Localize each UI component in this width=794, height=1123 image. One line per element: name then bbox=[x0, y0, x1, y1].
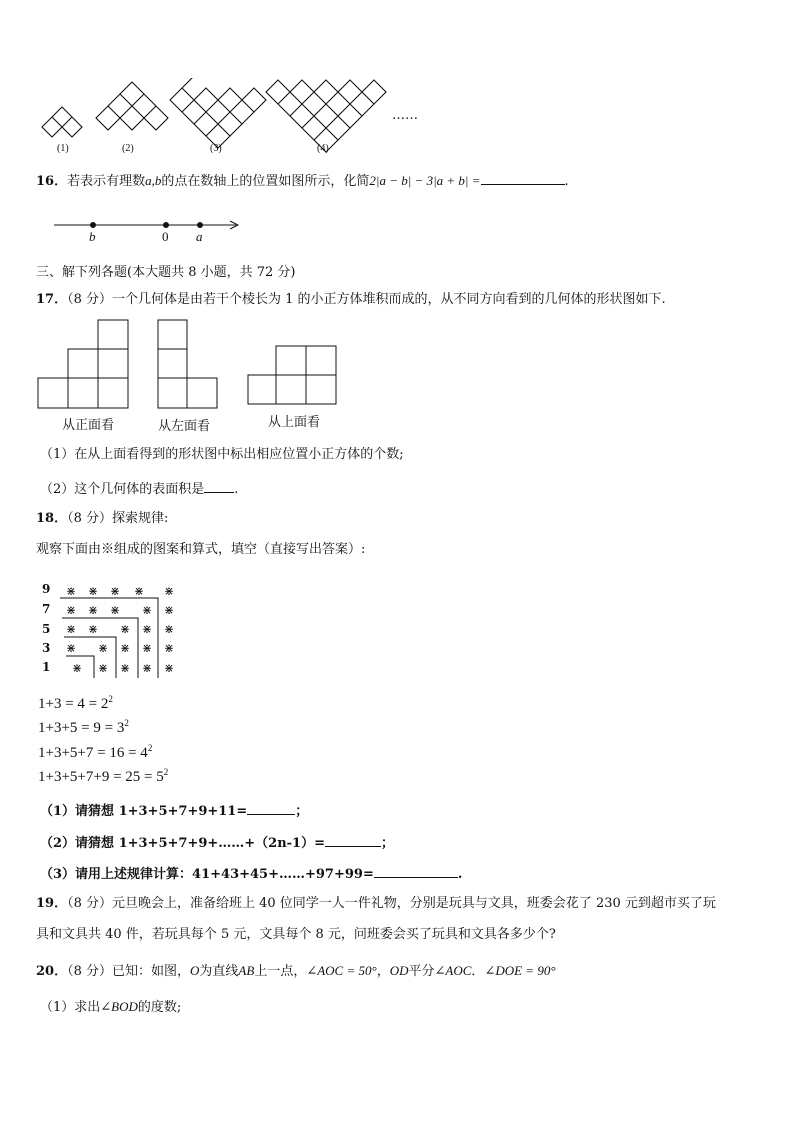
formula-4 bbox=[38, 767, 168, 786]
q18-sub1-end: ； bbox=[295, 804, 309, 819]
svg-text:⋇: ⋇ bbox=[88, 584, 99, 598]
pattern-label-2: (2) bbox=[122, 143, 134, 154]
q16-text-a: 若表示有理数 bbox=[67, 174, 146, 189]
formula-2 bbox=[38, 718, 129, 737]
q19-line2: 具和文具共 40 件，若玩具每个 5 元，文具每个 8 元，问班委会买了玩具和文具各多少个? bbox=[36, 927, 556, 942]
svg-text:⋇: ⋇ bbox=[66, 641, 77, 655]
q19-number: 19． bbox=[36, 896, 68, 911]
svg-text:⋇: ⋇ bbox=[164, 641, 175, 655]
section-heading: 三、解下列各题(本大题共 8 小题，共 72 分) bbox=[36, 265, 296, 280]
q20-line-ab: AB bbox=[238, 963, 255, 978]
pattern-4 bbox=[266, 80, 386, 152]
q19-line1: 元旦晚会上，准备给班上 40 位同学一人一件礼物，分别是玩具与文具，班委会花了 230 元到超市买了玩 bbox=[112, 896, 716, 911]
svg-text:⋇: ⋇ bbox=[142, 603, 153, 617]
q18-sub2 bbox=[40, 834, 394, 852]
q16-end: . bbox=[564, 174, 569, 189]
q18-sub2-end: ； bbox=[381, 836, 395, 851]
q20-text-e: 平分 bbox=[408, 964, 435, 979]
formula-3 bbox=[38, 743, 152, 762]
diamond-pattern-figures bbox=[30, 78, 450, 162]
q18-title: 探索规律: bbox=[112, 511, 169, 526]
pattern-3 bbox=[170, 78, 266, 148]
svg-text:⋇: ⋇ bbox=[164, 584, 175, 598]
question-19 bbox=[36, 896, 716, 912]
formula-3-lhs: 1+3+5+7 = 16 = 4 bbox=[38, 745, 148, 761]
svg-text:⋇: ⋇ bbox=[88, 622, 99, 636]
svg-text:⋇: ⋇ bbox=[142, 641, 153, 655]
front-view-label: 从正面看 bbox=[62, 418, 115, 433]
q17-sub2-end: . bbox=[234, 482, 239, 497]
row-label-7: 7 bbox=[42, 602, 51, 616]
q20-angle-doe: ∠DOE = 90° bbox=[484, 963, 556, 978]
number-line bbox=[50, 214, 250, 248]
q18-sub2-blank[interactable] bbox=[325, 834, 381, 847]
q20-sub1-end: 的度数; bbox=[137, 1000, 182, 1015]
q18-score: （8 分） bbox=[67, 511, 112, 526]
q20-text-d: ， bbox=[376, 964, 390, 979]
svg-text:⋇: ⋇ bbox=[134, 584, 145, 598]
q17-sub2 bbox=[40, 480, 238, 498]
svg-text:⋇: ⋇ bbox=[164, 622, 175, 636]
star-pattern-figure bbox=[40, 582, 190, 678]
q20-angle-aoc: ∠AOC = 50° bbox=[306, 963, 377, 978]
formula-2-exp: 2 bbox=[124, 718, 129, 728]
q17-answer-blank[interactable] bbox=[204, 480, 234, 493]
q16-number: 16． bbox=[36, 174, 68, 189]
axis-label-b: b bbox=[89, 229, 96, 244]
q17-text: 一个几何体是由若干个棱长为 1 的小正方体堆积而成的，从不同方向看到的几何体的形状图如下. bbox=[112, 292, 666, 307]
q17-sub1: （1）在从上面看得到的形状图中标出相应位置小正方体的个数; bbox=[40, 447, 404, 462]
q19-score: （8 分） bbox=[67, 896, 112, 911]
q20-text-a: 已知：如图， bbox=[112, 964, 191, 979]
q16-expression: 2|a − b| − 3|a + b| = bbox=[369, 173, 481, 188]
formula-4-exp: 2 bbox=[163, 767, 169, 777]
pattern-label-3: (3) bbox=[210, 143, 222, 154]
pattern-ellipsis: …… bbox=[392, 108, 418, 123]
axis-label-zero: 0 bbox=[162, 229, 169, 244]
question-18 bbox=[36, 511, 168, 527]
q20-text-f: ． bbox=[471, 964, 485, 979]
formula-2-lhs: 1+3+5 = 9 = 3 bbox=[38, 720, 125, 736]
svg-text:⋇: ⋇ bbox=[142, 622, 153, 636]
q18-intro: 观察下面由※组成的图案和算式，填空（直接写出答案）: bbox=[36, 542, 366, 557]
svg-text:⋇: ⋇ bbox=[98, 641, 109, 655]
svg-text:⋇: ⋇ bbox=[142, 661, 153, 675]
svg-text:⋇: ⋇ bbox=[164, 603, 175, 617]
q18-sub1-blank[interactable] bbox=[247, 802, 295, 815]
row-label-1: 1 bbox=[42, 660, 51, 674]
q20-score: （8 分） bbox=[67, 964, 112, 979]
row-label-9: 9 bbox=[42, 582, 51, 596]
question-20 bbox=[36, 963, 556, 980]
svg-text:⋇: ⋇ bbox=[88, 603, 99, 617]
pattern-1 bbox=[42, 107, 82, 137]
question-17 bbox=[36, 292, 666, 308]
q20-point-o: O bbox=[190, 963, 200, 978]
q18-sub1-text: （1）请猜想 1+3+5+7+9+11= bbox=[40, 804, 248, 819]
formula-1 bbox=[38, 694, 113, 713]
q18-number: 18． bbox=[36, 511, 68, 526]
point-b bbox=[90, 222, 96, 228]
q20-text-c: 上一点， bbox=[254, 964, 307, 979]
svg-text:⋇: ⋇ bbox=[66, 603, 77, 617]
front-view bbox=[38, 320, 128, 408]
q18-sub1 bbox=[40, 802, 308, 820]
svg-text:⋇: ⋇ bbox=[120, 622, 131, 636]
svg-text:⋇: ⋇ bbox=[164, 661, 175, 675]
q18-sub3-text: （3）请用上述规律计算：41+43+45+……+97+99= bbox=[40, 867, 374, 882]
q16-text-b: 的点在数轴上的位置如图所示，化简 bbox=[161, 174, 370, 189]
pattern-label-4: (4) bbox=[317, 143, 329, 154]
q20-sub1 bbox=[40, 999, 181, 1016]
svg-text:⋇: ⋇ bbox=[66, 622, 77, 636]
q17-sub2-text: （2）这个几何体的表面积是 bbox=[40, 482, 205, 497]
q18-sub3-blank[interactable] bbox=[374, 865, 458, 878]
q17-number: 17． bbox=[36, 292, 68, 307]
formula-4-lhs: 1+3+5+7+9 = 25 = 5 bbox=[38, 769, 164, 785]
row-label-5: 5 bbox=[42, 622, 51, 636]
q20-text-b: 为直线 bbox=[199, 964, 239, 979]
star-pattern-lines bbox=[58, 582, 188, 678]
left-view bbox=[158, 320, 217, 408]
svg-text:⋇: ⋇ bbox=[120, 641, 131, 655]
svg-text:⋇: ⋇ bbox=[66, 584, 77, 598]
formula-1-exp: 2 bbox=[108, 694, 113, 704]
point-a bbox=[197, 222, 203, 228]
svg-text:⋇: ⋇ bbox=[98, 661, 109, 675]
svg-text:⋇: ⋇ bbox=[110, 603, 121, 617]
three-views-figure bbox=[36, 318, 356, 412]
q20-ray-od: OD bbox=[389, 963, 409, 978]
formula-3-exp: 2 bbox=[147, 743, 153, 753]
top-view-label: 从上面看 bbox=[268, 415, 321, 430]
q20-sub1-text: （1）求出 bbox=[40, 1000, 101, 1015]
q20-angle-aoc-2: ∠AOC bbox=[434, 963, 472, 978]
top-view bbox=[248, 346, 336, 404]
q18-sub3-end: . bbox=[457, 867, 463, 882]
pattern-label-1: (1) bbox=[57, 143, 69, 154]
axis-label-a: a bbox=[196, 229, 203, 244]
q18-sub2-text: （2）请猜想 1+3+5+7+9+……+（2n-1）= bbox=[40, 836, 325, 851]
svg-text:⋇: ⋇ bbox=[72, 661, 83, 675]
pattern-2 bbox=[96, 82, 168, 130]
svg-text:⋇: ⋇ bbox=[120, 661, 131, 675]
left-view-label: 从左面看 bbox=[158, 419, 211, 434]
point-zero bbox=[163, 222, 169, 228]
q16-vars: a,b bbox=[145, 173, 162, 188]
formula-1-lhs: 1+3 = 4 = 2 bbox=[38, 696, 109, 712]
q20-number: 20． bbox=[36, 964, 68, 979]
q20-sub1-angle: ∠BOD bbox=[100, 999, 138, 1014]
q18-sub3 bbox=[40, 865, 462, 883]
question-16 bbox=[36, 172, 569, 190]
svg-text:⋇: ⋇ bbox=[110, 584, 121, 598]
row-label-3: 3 bbox=[42, 641, 51, 655]
q17-score: （8 分） bbox=[67, 292, 112, 307]
q16-answer-blank[interactable] bbox=[481, 172, 565, 185]
